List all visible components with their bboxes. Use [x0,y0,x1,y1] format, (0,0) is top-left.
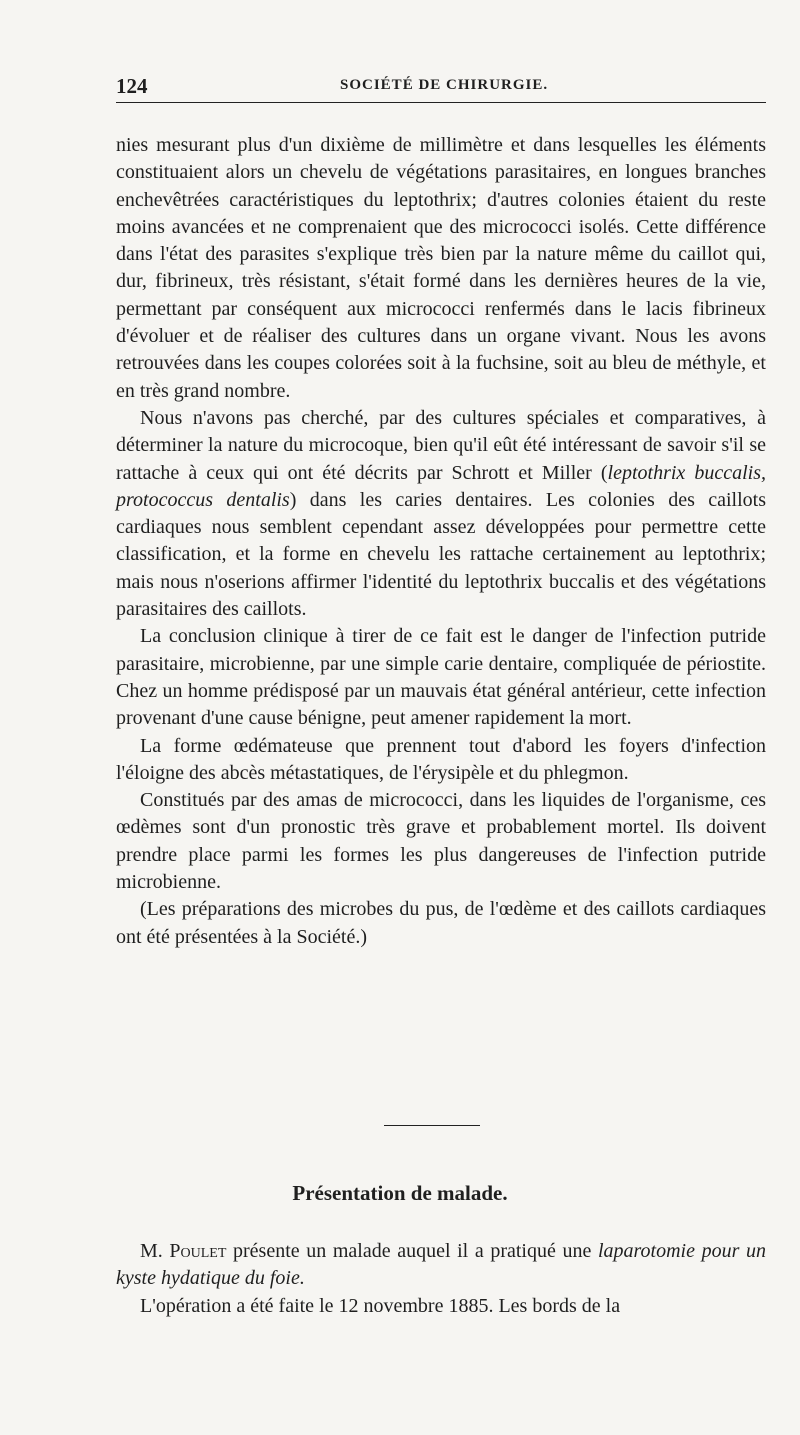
paragraph-text: Nous n'avons pas cherché, par des cultures spéciales et comparatives, à déterminer la nature du microcoque, bien qu'il eût été intéressant de savoir s'il se rattache à ceux qui ont été décrits par Schrott et Miller ( [116,406,766,484]
paragraph: La forme œdémateuse que prennent tout d'abord les foyers d'infection l'éloigne des abcès métastatiques, de l'érysipèle et du phlegmon. [116,734,766,784]
page-number: 124 [116,74,148,98]
procedure-title: laparotomie pour un kyste hydatique du foie. [116,1240,766,1290]
species-names: leptothrix buccalis, protococcus dentalis [116,461,766,511]
paragraph [116,1238,766,1293]
paragraph [116,405,766,623]
article-body [116,132,766,951]
paragraph: Constitués par des amas de micrococci, dans les liquides de l'organisme, ces œdèmes sont d'un pronostic très grave et probablement mortel. Ils doivent prendre place parmi les formes les plus dangereuses de l'infection putride microbienne. [116,789,766,894]
paragraph: L'opération a été faite le 12 novembre 1885. Les bords de la [140,1294,621,1317]
section-body [116,1238,766,1320]
running-title: SOCIÉTÉ DE CHIRURGIE. [340,77,549,93]
section-divider [384,1125,480,1126]
paragraph: (Les préparations des microbes du pus, de l'œdème et des caillots cardiaques ont été présentées à la Société.) [116,898,766,948]
section-title: Présentation de malade. [292,1181,508,1205]
paragraph: nies mesurant plus d'un dixième de millimètre et dans lesquelles les éléments constituaient alors un chevelu de végétations parasitaires, en longues branches enchevêtrées caractéristiques du leptothrix; d'autres colonies étaient du reste moins avancées et ne comprenaient que des micrococci isolés. Cette différence dans l'état des parasites s'explique très bien par la nature même du caillot qui, dur, fibrineux, très résistant, s'était formé dans les dernières heures de la vie, permettant par conséquent aux micrococci renfermés dans le lacis fibrineux d'évoluer et de réaliser des cultures dans un organe vivant. Nous les avons retrouvées dans les coupes colorées soit à la fuchsine, soit au bleu de méthyle, et en très grand nombre. [116,134,766,402]
paragraph-text: ) dans les caries dentaires. Les colonies des caillots cardiaques nous semblent cependant assez développées pour permettre cette classification, et la forme en chevelu les rattache certainement au leptothrix; mais nous n'oserions affirmer l'identité du leptothrix buccalis et des végétations parasitaires des caillots. [116,488,766,621]
paragraph: La conclusion clinique à tirer de ce fait est le danger de l'infection putride parasitaire, microbienne, par une simple carie dentaire, compliquée de périostite. Chez un homme prédisposé par un mauvais état général antérieur, cette infection provenant d'une cause bénigne, peut amener rapidement la mort. [116,625,766,730]
author-name: Poulet [169,1240,227,1262]
paragraph-text: M. [140,1240,170,1262]
page-header [116,74,766,103]
paragraph-text: présente un malade auquel il a pratiqué une [226,1240,598,1262]
